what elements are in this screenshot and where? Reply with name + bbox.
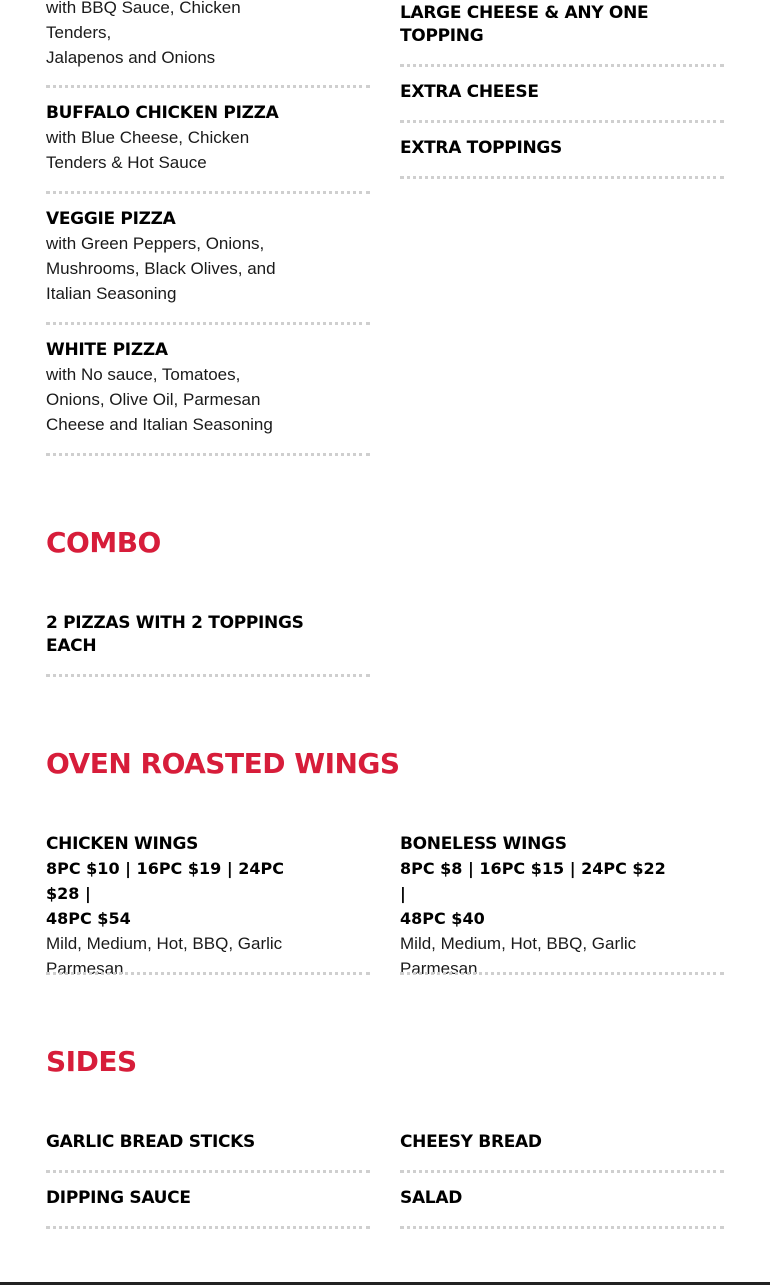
item-name: WHITE PIZZA [46,340,168,360]
desc-line: Jalapenos and Onions [46,48,216,67]
dotted-separator [46,322,370,325]
desc-line: with BBQ Sauce, Chicken [46,0,241,17]
desc-line: Parmesan [46,959,124,978]
dotted-separator [46,1170,370,1173]
dotted-separator [46,972,370,975]
cheesy-bread-item [400,1131,724,1154]
price-line: 8PC $8 | 16PC $15 | 24PC $22 | [400,859,666,903]
extra-toppings-item [400,137,724,160]
dotted-separator [46,1226,370,1229]
desc-line: Mushrooms, Black Olives, and [46,259,276,278]
dotted-separator [400,972,724,975]
dotted-separator [400,176,724,179]
item-price [46,856,316,931]
item-description [46,362,296,437]
price-line: 48PC $54 [46,909,131,928]
dipping-sauce-item [46,1187,370,1210]
item-name [400,2,670,48]
desc-line: Cheese and Italian Seasoning [46,415,273,434]
bbq-chicken-pizza-item [46,0,370,70]
price-line: 48PC $40 [400,909,485,928]
dotted-separator [400,64,724,67]
item-name: CHEESY BREAD [400,1132,542,1152]
item-name: BONELESS WINGS [400,834,567,854]
item-name: CHICKEN WINGS [46,834,199,854]
extra-cheese-item [400,81,724,104]
dotted-separator [400,120,724,123]
dotted-separator [46,191,370,194]
item-name: EXTRA TOPPINGS [400,138,562,158]
salad-item [400,1187,724,1210]
price-line: 8PC $10 | 16PC $19 | 24PC $28 | [46,859,284,903]
name-line: LARGE CHEESE & ANY ONE [400,3,649,23]
section-title-combo: COMBO [46,526,161,559]
item-description [46,125,296,175]
item-name [46,612,306,658]
dotted-separator [46,453,370,456]
item-name: GARLIC BREAD STICKS [46,1132,255,1152]
desc-line: Onions, Olive Oil, Parmesan [46,390,261,409]
garlic-bread-sticks-item [46,1131,370,1154]
item-name: BUFFALO CHICKEN PIZZA [46,103,279,123]
buffalo-chicken-pizza-item [46,102,370,175]
desc-line: Tenders, [46,23,112,42]
chicken-wings-item [46,833,370,981]
name-line: 2 PIZZAS WITH 2 TOPPINGS [46,613,304,633]
section-title-wings: OVEN ROASTED WINGS [46,747,400,780]
large-cheese-one-topping-item [400,2,724,48]
desc-line: with Blue Cheese, Chicken [46,128,250,147]
desc-line: Italian Seasoning [46,284,177,303]
dotted-separator [400,1170,724,1173]
item-price [400,856,670,931]
name-line: TOPPING [400,26,484,46]
two-pizzas-combo-item [46,612,370,658]
desc-line: Tenders & Hot Sauce [46,153,207,172]
desc-line: with Green Peppers, Onions, [46,234,265,253]
veggie-pizza-item [46,208,370,306]
white-pizza-item [46,339,370,437]
boneless-wings-item [400,833,724,981]
item-name: SALAD [400,1188,463,1208]
desc-line: Parmesan [400,959,478,978]
desc-line: Mild, Medium, Hot, BBQ, Garlic [400,934,637,953]
dotted-separator [400,1226,724,1229]
name-line: EACH [46,636,97,656]
dotted-separator [46,674,370,677]
section-title-sides: SIDES [46,1045,137,1078]
item-description [46,231,296,306]
dotted-separator [46,85,370,88]
item-description [46,0,296,70]
item-name: EXTRA CHEESE [400,82,539,102]
item-name: DIPPING SAUCE [46,1188,191,1208]
desc-line: with No sauce, Tomatoes, [46,365,241,384]
desc-line: Mild, Medium, Hot, BBQ, Garlic [46,934,283,953]
item-name: VEGGIE PIZZA [46,209,176,229]
